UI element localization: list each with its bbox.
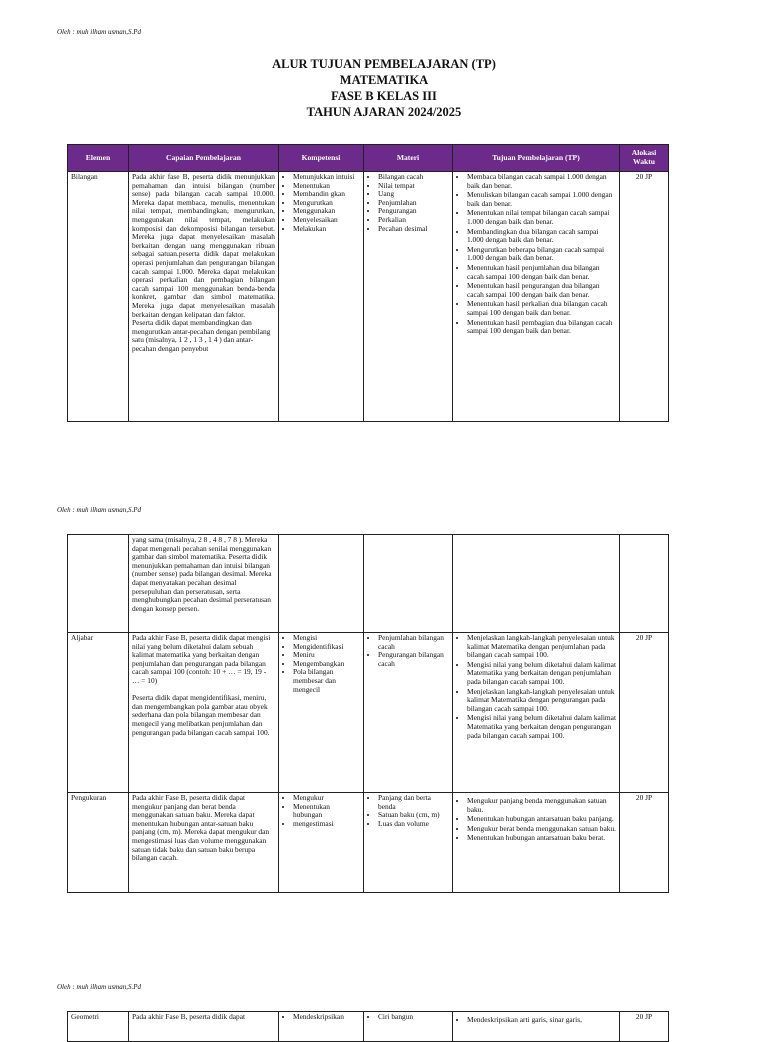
list-item: • Pola bilangan membesar dan mengecil — [293, 668, 360, 694]
kompetensi-cell — [279, 793, 364, 893]
list-item: • Menentukan hasil penjumlahan dua bilangan cacah sampai 100 dengan baik dan benar. — [467, 264, 616, 281]
capaian-text-2: Peserta didik dapat mengidentifikasi, meniru, dan mengembangkan pola gambar atau obyek sederhana dan pola bilangan membesar dan mengecil yang melibatkan penjumlahan dan pengurangan pada bilangan cacah sampai 100. — [132, 693, 270, 737]
list-item: • Mengisi — [293, 634, 360, 643]
list-item: • Panjang dan berta benda — [378, 794, 449, 811]
materi-list — [367, 1013, 449, 1022]
list-item: • Meniru — [293, 651, 360, 660]
list-item: • Menjelaskan langkah-langkah penyelesaian untuk kalimat Matematika dengan penjumlahan pada bilangan cacah sampai 100. — [467, 634, 616, 660]
list-item: • Menjelaskan langkah-langkah penyelesaian untuk kalimat Matematika dengan pengurangan pada bilangan cacah sampai 100. — [467, 688, 616, 714]
tujuan-cell — [453, 535, 620, 633]
title-line-4: TAHUN AJARAN 2024/2025 — [306, 105, 462, 119]
list-item: • Melakukan — [293, 225, 360, 234]
table-row-aljabar — [68, 633, 669, 793]
tujuan-cell — [453, 172, 620, 422]
header-tujuan: Tujuan Pembelajaran (TP) — [453, 145, 620, 172]
title-line-1: ALUR TUJUAN PEMBELAJARAN (TP) — [272, 57, 496, 71]
kompetensi-list — [282, 634, 360, 694]
list-item: • Mengidentifikasi — [293, 643, 360, 652]
elemen-cell: Pengukuran — [68, 793, 129, 893]
list-item: • Membaca bilangan cacah sampai 1.000 dengan baik dan benar. — [467, 173, 616, 190]
list-item: • Mengurutkan — [293, 199, 360, 208]
capaian-cell — [129, 172, 279, 422]
capaian-cell: yang sama (misalnya, 2 8 , 4 8 , 7 8 ). Mereka dapat mengenali pecahan senilai menggunakan gambar dan simbol matematika. Peserta didik menunjukkan pemahaman dan intuisi bilangan (number sense) pada bilangan desimal. Mereka dapat menyatakan pecahan desimal persepuluhan dan perseratusan, serta menghubungkan pecahan desimal perseratusan dengan konsep persen. — [129, 535, 279, 633]
atp-table-page-1 — [67, 144, 669, 422]
list-item: • mengestimasi — [293, 820, 360, 829]
materi-list — [367, 634, 449, 668]
tujuan-cell — [453, 633, 620, 793]
kompetensi-cell — [279, 1012, 364, 1042]
kompetensi-cell — [279, 633, 364, 793]
materi-cell — [364, 172, 453, 422]
tujuan-list — [456, 634, 616, 740]
list-item: • Membandingkan dua bilangan cacah sampai 1.000 dengan baik dan benar. — [467, 228, 616, 245]
table-row-geometri — [68, 1012, 669, 1042]
list-item: • Menentukan hubungan antarsatuan baku panjang. — [467, 815, 616, 824]
materi-cell — [364, 793, 453, 893]
list-item: • Perkalian — [378, 216, 449, 225]
atp-table-page-2 — [67, 534, 669, 893]
elemen-cell: Aljabar — [68, 633, 129, 793]
alokasi-cell: 20 JP — [620, 1012, 669, 1042]
list-item: • Luas dan volume — [378, 820, 449, 829]
page-title — [0, 56, 768, 120]
list-item: • Menyelesaikan — [293, 216, 360, 225]
materi-cell — [364, 535, 453, 633]
list-item: • Menentukan hasil pengurangan dua bilangan cacah sampai 100 dengan baik dan benar. — [467, 282, 616, 299]
header-capaian: Capaian Pembelajaran — [129, 145, 279, 172]
list-item: • Mengurutkan beberapa bilangan cacah sampai 1.000 dengan baik dan benar. — [467, 246, 616, 263]
list-item: • Menentukan hasil perkalian dua bilangan cacah sampai 100 dengan baik dan benar. — [467, 300, 616, 317]
capaian-text: Pada akhir Fase B, peserta didik dapat mengisi nilai yang belum diketahui dalam sebuah kalimat matematika yang berkaitan dengan penjumlahan dan pengurangan pada bilangan cacah sampai 100 (contoh: 10 + … = 19, 19 - … = 10) — [132, 633, 271, 685]
kompetensi-list — [282, 173, 360, 233]
table-row-bilangan — [68, 172, 669, 422]
tujuan-cell — [453, 1012, 620, 1042]
list-item: • Mengukur — [293, 794, 360, 803]
list-item: • Satuan baku (cm, m) — [378, 811, 449, 820]
capaian-text-2: Peserta didik dapat membandingkan dan mengurutkan antar-pecahan dengan pembilang satu (misalnya, 1 2 , 1 3 , 1 4 ) dan antar-pecahan dengan penyebut — [132, 318, 271, 353]
list-item: • Menentukan hasil pembagian dua bilangan cacah sampai 100 dengan baik dan benar. — [467, 319, 616, 336]
alokasi-cell: 20 JP — [620, 793, 669, 893]
list-item: • Menuliskan bilangan cacah sampai 1.000 dengan baik dan benar. — [467, 191, 616, 208]
list-item: • Mengukur berat benda menggunakan satuan baku. — [467, 825, 616, 834]
kompetensi-list — [282, 794, 360, 828]
header-elemen: Elemen — [68, 145, 129, 172]
list-item: • Bilangan cacah — [378, 173, 449, 182]
list-item: • Menunjukkan intuisi — [293, 173, 360, 182]
list-item: • Membandin gkan — [293, 190, 360, 199]
atp-table-page-3 — [67, 1011, 669, 1042]
alokasi-cell — [620, 535, 669, 633]
list-item: • Penjumlahan bilangan cacah — [378, 634, 449, 651]
list-item: • Mengisi nilai yang belum diketahui dalam kalimat Matematika yang berkaitan dengan pengurangan pada bilangan cacah sampai 100. — [467, 714, 616, 740]
list-item: • Ciri bangun — [378, 1013, 449, 1022]
table-header-row — [68, 145, 669, 172]
header-materi: Materi — [364, 145, 453, 172]
list-item: • Penjumlahan — [378, 199, 449, 208]
tujuan-list — [456, 173, 616, 336]
alokasi-cell: 20 JP — [620, 172, 669, 422]
list-item: • Mendeskripsikan arti garis, sinar garis, — [467, 1016, 616, 1025]
materi-list — [367, 794, 449, 828]
elemen-cell: Bilangan — [68, 172, 129, 422]
kompetensi-list — [282, 1013, 360, 1022]
list-item: • Menentukan hubungan — [293, 803, 360, 820]
header-alokasi: Alokasi Waktu — [620, 145, 669, 172]
title-line-2: MATEMATIKA — [339, 73, 429, 87]
header-kompetensi: Kompetensi — [279, 145, 364, 172]
capaian-cell: Pada akhir Fase B, peserta didik dapat — [129, 1012, 279, 1042]
kompetensi-cell — [279, 535, 364, 633]
materi-cell — [364, 633, 453, 793]
list-item: • Menentukan nilai tempat bilangan cacah sampai 1.000 dengan baik dan benar. — [467, 209, 616, 226]
author-note: Oleh : muh ilham usman,S.Pd — [57, 28, 141, 36]
title-line-3: FASE B KELAS III — [331, 89, 437, 103]
table-row-bilangan-continued — [68, 535, 669, 633]
capaian-text: Pada akhir fase B, peserta didik menunjukkan pemahaman dan intuisi bilangan (number sense) pada bilangan cacah sampai 10.000. Mereka dapat membaca, menulis, menentukan nilai tempat, membandingkan, mengurutkan, menggunakan nilai tempat, melakukan komposisi dan dekomposisi bilangan tersebut. Mereka juga dapat menyelesaikan masalah berkaitan dengan uang menggunakan ribuan sebagai satuan.peserta didik dapat melakukan operasi penjumlahan dan pengurangan bilangan cacah sampai 1.000. Mereka dapat melakukan operasi perkalian dan pembagian bilangan cacah sampai 100 menggunakan benda-benda konkret, gambar dan simbol matematika. Mereka juga dapat menyelesaikan masalah berkaitan dengan kelipatan dan faktor. — [132, 172, 275, 319]
list-item: • Uang — [378, 190, 449, 199]
elemen-cell: Geometri — [68, 1012, 129, 1042]
kompetensi-cell — [279, 172, 364, 422]
list-item: • Pecahan desimal — [378, 225, 449, 234]
capaian-cell — [129, 633, 279, 793]
author-note: Oleh : muh ilham usman,S.Pd — [57, 983, 141, 991]
table-row-pengukuran — [68, 793, 669, 893]
tujuan-list — [456, 1013, 616, 1025]
list-item: • Nilai tempat — [378, 182, 449, 191]
author-note: Oleh : muh ilham usman,S.Pd — [57, 506, 141, 514]
capaian-cell: Pada akhir Fase B, peserta didik dapat mengukur panjang dan berat benda menggunakan satuan baku. Mereka dapat menentukan hubungan antar-satuan baku panjang (cm, m). Mereka dapat mengukur dan mengestimasi luas dan volume menggunakan satuan tidak baku dan satuan baku berupa bilangan cacah. — [129, 793, 279, 893]
list-item: • Mengembangkan — [293, 660, 360, 669]
list-item: • Menentukan hubungan antarsatuan baku berat. — [467, 834, 616, 843]
tujuan-list — [456, 794, 616, 843]
list-item: • Menggunakan — [293, 207, 360, 216]
list-item: • Pengurangan — [378, 207, 449, 216]
elemen-cell — [68, 535, 129, 633]
list-item: • Pengurangan bilangan cacah — [378, 651, 449, 668]
materi-list — [367, 173, 449, 233]
list-item: • Mengisi nilai yang belum diketahui dalam kalimat Matematika yang berkaitan dengan penjumlahan pada bilangan cacah sampai 100. — [467, 661, 616, 687]
alokasi-cell: 20 JP — [620, 633, 669, 793]
list-item: • Menentukan — [293, 182, 360, 191]
list-item: • Mengukur panjang benda menggunakan satuan baku. — [467, 797, 616, 814]
tujuan-cell — [453, 793, 620, 893]
list-item: • Mendeskripsikan — [293, 1013, 360, 1022]
materi-cell — [364, 1012, 453, 1042]
